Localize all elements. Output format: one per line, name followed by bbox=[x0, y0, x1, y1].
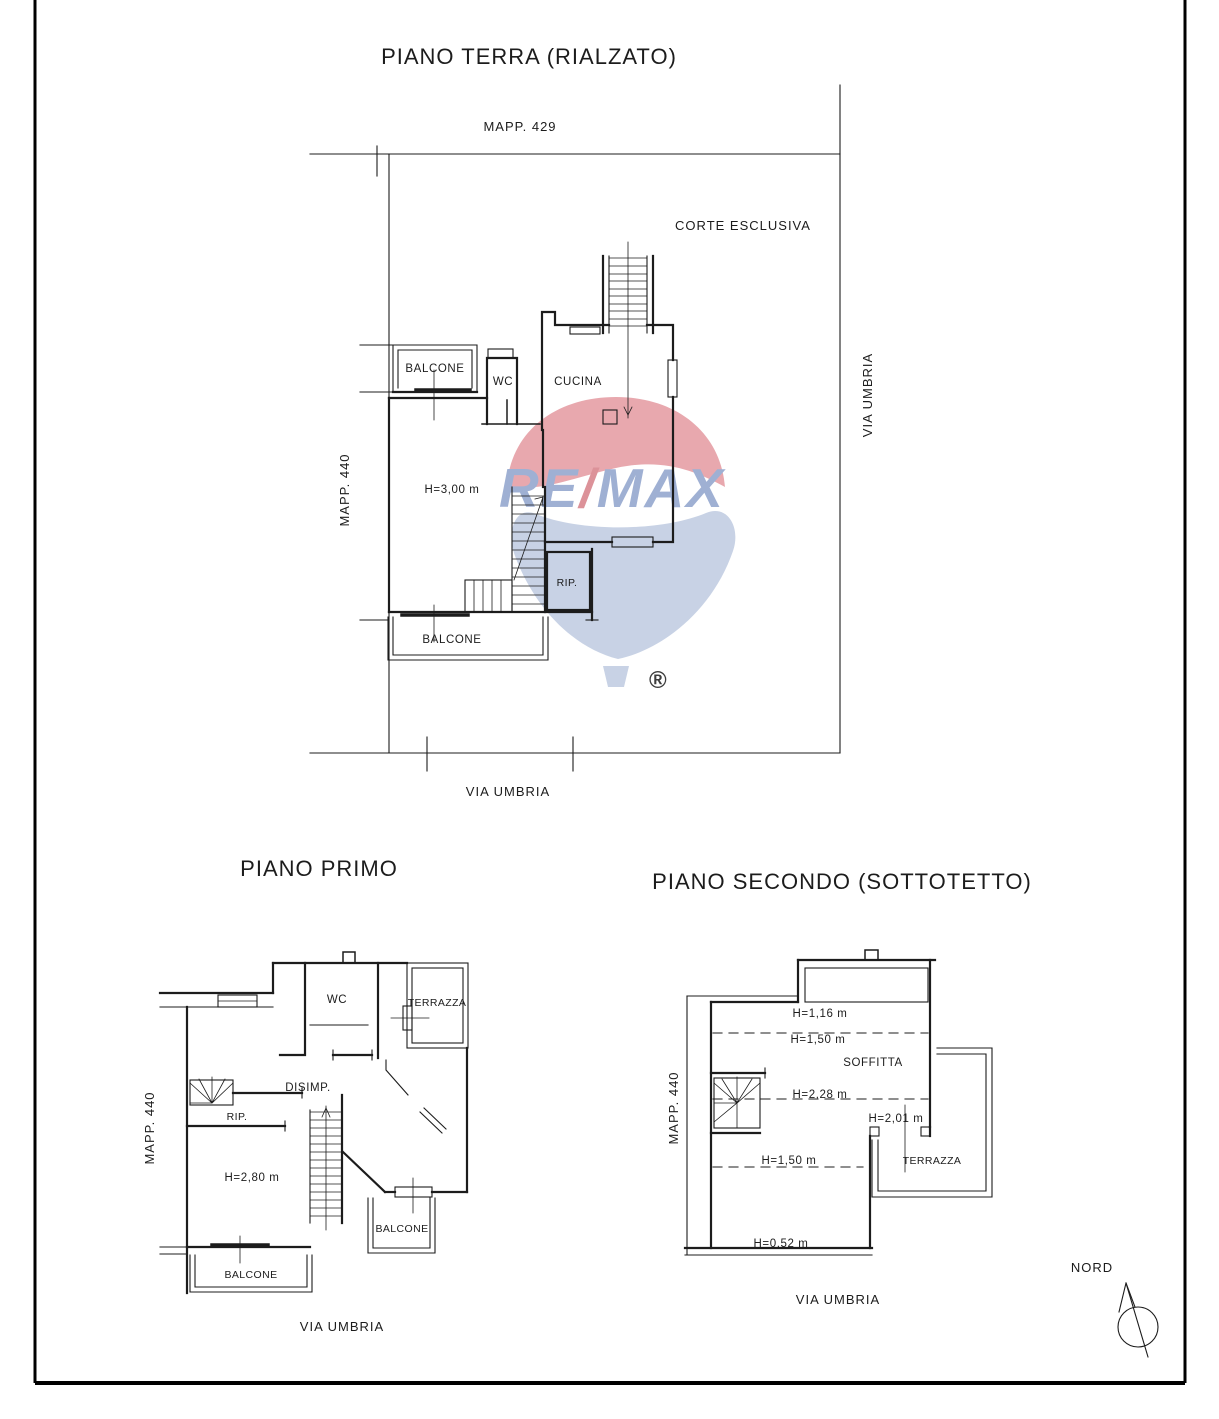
plan-piano-primo bbox=[142, 856, 468, 1334]
secondo-h116-label: H=1,16 m bbox=[792, 1008, 848, 1020]
terra-title: PIANO TERRA (RIALZATO) bbox=[381, 44, 677, 69]
secondo-h201-label: H=2,01 m bbox=[868, 1113, 924, 1125]
primo-room-right bbox=[343, 1060, 467, 1213]
terra-balcone-top bbox=[360, 345, 477, 420]
primo-balcone-right bbox=[368, 1198, 435, 1253]
terra-mapp-429-label: MAPP. 429 bbox=[483, 119, 557, 134]
primo-terrazza bbox=[391, 963, 468, 1048]
secondo-via-umbria-label: VIA UMBRIA bbox=[795, 1292, 881, 1307]
primo-room-left bbox=[212, 1172, 279, 1263]
terra-corte-esclusiva-label: CORTE ESCLUSIVA bbox=[675, 218, 811, 233]
secondo-height-lines bbox=[713, 1008, 928, 1250]
plan-piano-secondo bbox=[652, 869, 1032, 1307]
primo-via-umbria-label: VIA UMBRIA bbox=[299, 1319, 385, 1334]
secondo-h228-label: H=2,28 m bbox=[792, 1089, 848, 1101]
terra-external-stairs bbox=[603, 242, 653, 418]
terra-via-umbria-right-label: VIA UMBRIA bbox=[860, 352, 875, 438]
terra-via-umbria-bottom-label: VIA UMBRIA bbox=[465, 784, 551, 799]
secondo-title: PIANO SECONDO (SOTTOTETTO) bbox=[652, 869, 1032, 894]
primo-disimp-label: DISIMP. bbox=[285, 1082, 331, 1094]
terra-wc-room bbox=[482, 349, 540, 424]
terra-rip-label: RIP. bbox=[556, 577, 578, 589]
secondo-h052-label: H=0,52 m bbox=[753, 1238, 809, 1250]
secondo-terrazza-label: TERRAZZA bbox=[902, 1155, 962, 1167]
primo-rip-label: RIP. bbox=[226, 1111, 248, 1123]
primo-balcone-bottom bbox=[190, 1255, 312, 1292]
page-frame bbox=[35, 0, 1185, 1383]
secondo-mapp-440-label: MAPP. 440 bbox=[666, 1071, 681, 1145]
registered-mark: ® bbox=[649, 667, 667, 694]
terra-balcone-bottom-label: BALCONE bbox=[422, 634, 482, 646]
terra-cucina-label: CUCINA bbox=[554, 376, 602, 388]
compass-circle bbox=[1118, 1307, 1158, 1347]
primo-title: PIANO PRIMO bbox=[240, 856, 398, 881]
secondo-soffitta-label: SOFFITTA bbox=[843, 1057, 903, 1069]
primo-stairs bbox=[310, 1095, 342, 1230]
primo-height-label: H=2,80 m bbox=[224, 1172, 280, 1184]
primo-disimp-area bbox=[187, 1077, 331, 1131]
remax-watermark bbox=[499, 397, 735, 694]
secondo-outer-walls bbox=[685, 950, 935, 1255]
secondo-spiral-stairs bbox=[711, 1068, 765, 1133]
primo-mapp-440-label: MAPP. 440 bbox=[142, 1091, 157, 1165]
primo-wc-label: WC bbox=[326, 994, 348, 1006]
primo-wc-room bbox=[280, 963, 378, 1060]
secondo-h150-upper-label: H=1,50 m bbox=[790, 1034, 846, 1046]
balloon-basket bbox=[603, 666, 629, 687]
primo-terrazza-label: TERRAZZA bbox=[407, 997, 467, 1009]
compass bbox=[1071, 1260, 1158, 1357]
terra-mapp-440-label: MAPP. 440 bbox=[337, 453, 352, 527]
terra-wc-label: WC bbox=[492, 376, 514, 388]
terra-balcone-top-label: BALCONE bbox=[405, 363, 465, 375]
primo-balcone-bottom-label: BALCONE bbox=[224, 1269, 278, 1281]
compass-needle bbox=[1126, 1283, 1148, 1357]
terra-height-label: H=3,00 m bbox=[424, 484, 480, 496]
remax-wordmark: RE/MAX bbox=[499, 457, 725, 519]
compass-nord-label: NORD bbox=[1070, 1260, 1114, 1275]
terra-balcone-bottom bbox=[360, 605, 548, 660]
secondo-h150-lower-label: H=1,50 m bbox=[761, 1155, 817, 1167]
secondo-terrazza-door bbox=[870, 1127, 930, 1136]
primo-balcone-right-label: BALCONE bbox=[375, 1223, 429, 1235]
